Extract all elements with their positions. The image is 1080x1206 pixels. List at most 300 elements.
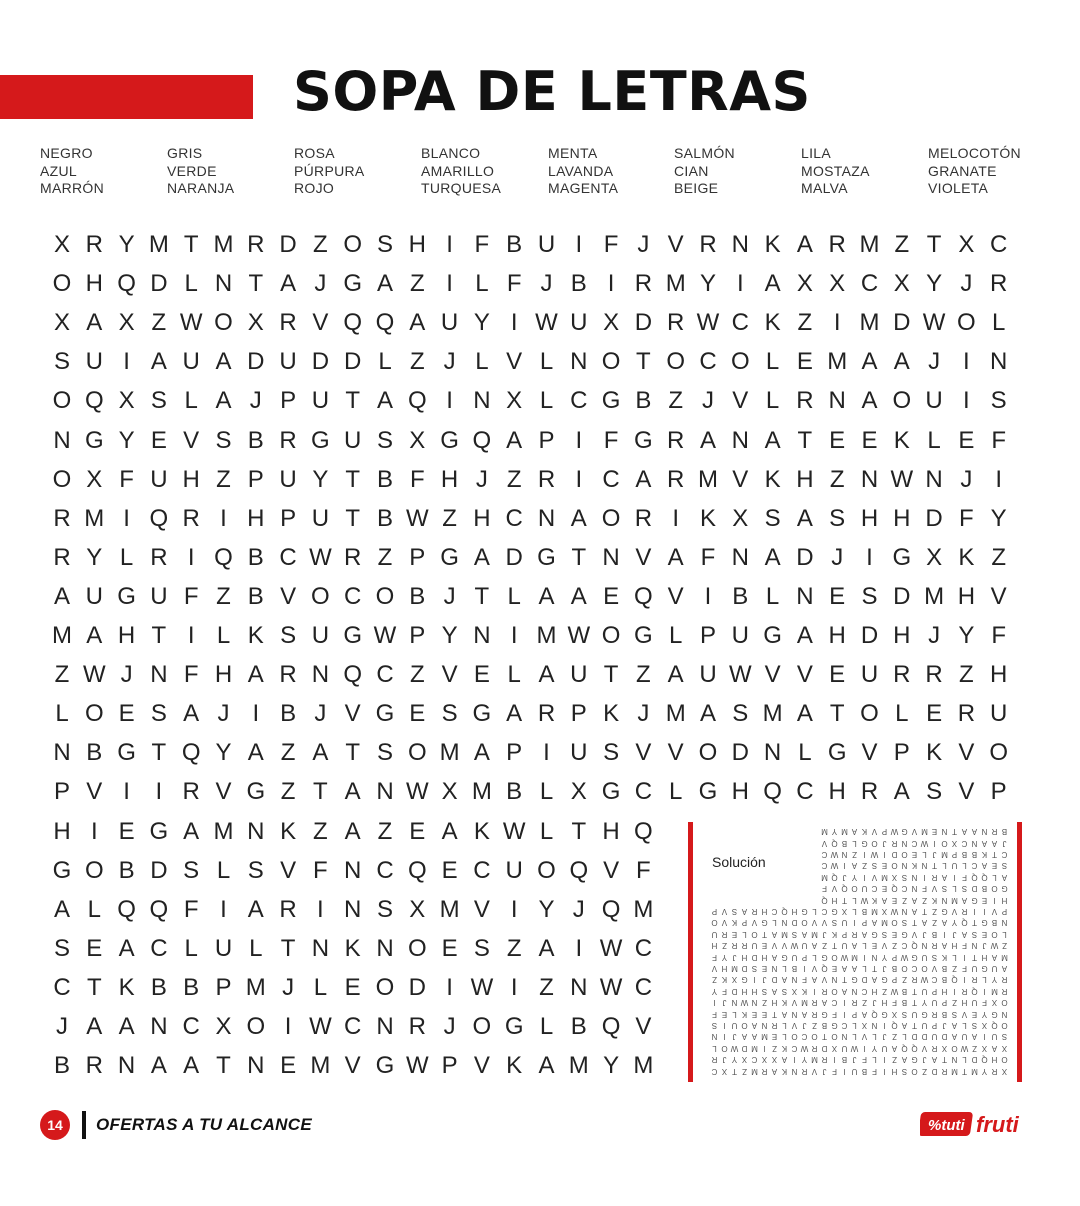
solution-letter: W xyxy=(890,907,899,916)
solution-letter: J xyxy=(722,1055,727,1065)
grid-letter: C xyxy=(990,231,1008,258)
solution-letter: V xyxy=(931,884,938,894)
grid-letter: Q xyxy=(181,739,201,767)
grid-letter: P xyxy=(409,622,426,649)
grid-letter: N xyxy=(376,934,394,962)
solution-letter: P xyxy=(741,918,748,928)
solution-letter: C xyxy=(1001,850,1008,859)
solution-letter: O xyxy=(811,1032,818,1042)
solution-letter: Z xyxy=(932,918,937,928)
grid-letter: A xyxy=(635,465,652,493)
grid-letter: L xyxy=(216,622,231,649)
solution-letter: T xyxy=(832,941,837,951)
solution-letter: S xyxy=(1001,861,1008,871)
solution-letter: Q xyxy=(781,907,788,916)
solution-letter: F xyxy=(832,1009,837,1019)
grid-letter: A xyxy=(247,895,264,923)
solution-border-right xyxy=(1017,822,1022,1082)
word-item: NEGRO xyxy=(40,145,93,161)
solution-letter: S xyxy=(901,872,908,882)
grid-letter: N xyxy=(117,1052,136,1080)
grid-letter: N xyxy=(828,387,846,415)
solution-letter: Y xyxy=(981,1009,988,1019)
grid-letter: V xyxy=(506,348,523,376)
grid-letter: G xyxy=(763,622,782,649)
solution-letter: S xyxy=(731,907,738,916)
solution-letter: Z xyxy=(862,998,867,1008)
solution-letter: J xyxy=(732,1032,737,1042)
grid-letter: L xyxy=(184,387,198,415)
solution-letter: B xyxy=(841,1055,848,1065)
solution-letter: I xyxy=(883,1055,886,1065)
solution-letter: E xyxy=(981,929,988,939)
solution-letter: R xyxy=(991,827,998,837)
grid-letter: D xyxy=(279,231,297,258)
grid-letter: M xyxy=(245,973,266,1001)
solution-letter: N xyxy=(971,941,978,951)
solution-letter: H xyxy=(871,986,878,996)
solution-letter: G xyxy=(851,975,858,985)
solution-letter: X xyxy=(981,1021,988,1030)
grid-letter: J xyxy=(56,1013,68,1040)
grid-letter: U xyxy=(505,856,523,884)
grid-letter: I xyxy=(833,309,841,337)
solution-letter: Z xyxy=(882,986,887,996)
grid-letter: E xyxy=(441,856,458,884)
solution-letter: V xyxy=(871,872,878,882)
grid-letter: G xyxy=(311,426,330,454)
word-item: MALVA xyxy=(801,180,848,196)
grid-letter: A xyxy=(796,504,813,532)
solution-letter: Q xyxy=(991,1021,998,1030)
word-item: CIAN xyxy=(674,162,709,179)
grid-letter: M xyxy=(439,895,460,923)
grid-letter: Z xyxy=(409,270,425,298)
grid-letter: V xyxy=(312,309,329,337)
solution-letter: Z xyxy=(822,941,827,951)
grid-letter: N xyxy=(731,543,749,571)
grid-letter: N xyxy=(796,582,814,610)
grid-letter: L xyxy=(216,856,231,884)
grid-letter: Y xyxy=(118,426,135,454)
grid-letter: T xyxy=(571,817,587,845)
grid-letter: N xyxy=(53,739,71,767)
grid-letter: V xyxy=(603,856,620,884)
grid-letter: V xyxy=(635,1013,652,1040)
solution-letter: O xyxy=(721,1043,728,1053)
grid-letter: S xyxy=(53,934,70,962)
grid-letter: V xyxy=(667,739,684,767)
solution-letter: S xyxy=(881,929,888,939)
solution-letter: O xyxy=(791,1032,798,1042)
solution-letter: R xyxy=(971,975,978,985)
grid-letter: S xyxy=(764,504,781,532)
grid-letter: A xyxy=(86,1013,103,1040)
grid-letter: V xyxy=(667,582,684,610)
grid-letter: J xyxy=(314,270,327,298)
word-item: MARRÓN xyxy=(40,180,105,196)
grid-letter: H xyxy=(602,817,620,845)
solution-letter: I xyxy=(843,998,846,1008)
grid-letter: A xyxy=(699,700,716,728)
solution-letter: A xyxy=(971,827,978,837)
solution-letter: Z xyxy=(892,1055,897,1065)
solution-letter: B xyxy=(941,1009,948,1019)
grid-letter: C xyxy=(376,856,394,884)
grid-letter: I xyxy=(704,582,712,610)
solution-letter: A xyxy=(781,1009,788,1019)
solution-letter: H xyxy=(981,952,988,962)
solution-letter: N xyxy=(911,872,918,882)
solution-letter: Z xyxy=(932,907,937,916)
grid-letter: Q xyxy=(343,309,363,337)
grid-letter: R xyxy=(408,1013,426,1040)
solution-letter: P xyxy=(841,929,848,939)
grid-letter: T xyxy=(345,739,361,767)
solution-letter: P xyxy=(951,850,958,859)
solution-letter: A xyxy=(971,1032,978,1042)
solution-letter: F xyxy=(982,998,987,1008)
solution-letter: J xyxy=(952,929,957,939)
grid-letter: C xyxy=(505,504,523,532)
grid-letter: A xyxy=(409,309,426,337)
grid-letter: B xyxy=(570,1013,587,1040)
solution-letter: F xyxy=(872,1066,877,1076)
grid-letter: I xyxy=(220,504,227,532)
grid-letter: W xyxy=(405,778,429,806)
solution-letter: N xyxy=(791,1066,798,1076)
solution-letter: J xyxy=(732,952,737,962)
grid-letter: N xyxy=(731,426,749,454)
solution-letter: W xyxy=(870,850,879,859)
solution-letter: Y xyxy=(981,1066,988,1076)
grid-letter: B xyxy=(409,582,426,610)
grid-letter: O xyxy=(375,582,395,610)
solution-letter: L xyxy=(952,952,957,962)
solution-letter: V xyxy=(791,1021,798,1030)
grid-letter: S xyxy=(150,387,167,415)
solution-letter: A xyxy=(961,929,968,939)
solution-letter: N xyxy=(781,918,788,928)
solution-letter: R xyxy=(1001,975,1008,985)
solution-letter: J xyxy=(922,1055,927,1065)
footer-tagline: OFERTAS A TU ALCANCE xyxy=(96,1115,312,1134)
grid-letter: N xyxy=(247,1052,265,1080)
grid-letter: I xyxy=(446,973,453,1001)
grid-letter: R xyxy=(247,231,265,258)
solution-letter: K xyxy=(781,1066,788,1076)
grid-letter: M xyxy=(665,700,686,728)
grid-letter: A xyxy=(473,543,490,571)
grid-letter: L xyxy=(55,700,69,728)
grid-letter: O xyxy=(601,504,621,532)
solution-letter: V xyxy=(751,918,758,928)
solution-letter: V xyxy=(811,1066,818,1076)
grid-letter: Y xyxy=(473,309,490,337)
solution-letter: F xyxy=(822,884,827,894)
solution-letter: U xyxy=(971,998,978,1008)
solution-letter: R xyxy=(821,1055,828,1065)
solution-letter: Q xyxy=(831,872,838,882)
grid-letter: N xyxy=(344,856,362,884)
solution-letter: T xyxy=(762,929,767,939)
grid-letter: R xyxy=(85,1052,103,1080)
solution-letter: I xyxy=(953,872,956,882)
solution-letter: T xyxy=(772,1009,777,1019)
solution-letter: I xyxy=(763,1043,766,1053)
solution-letter: E xyxy=(891,929,898,939)
solution-letter: J xyxy=(982,941,987,951)
grid-letter: O xyxy=(730,348,750,376)
solution-letter: R xyxy=(961,907,968,916)
solution-letter: T xyxy=(962,1066,967,1076)
solution-letter: X xyxy=(831,1043,838,1053)
solution-letter: D xyxy=(771,975,778,985)
solution-letter: B xyxy=(791,964,798,973)
grid-letter: J xyxy=(443,582,456,610)
grid-letter: N xyxy=(344,895,362,923)
solution-letter: I xyxy=(963,975,966,985)
solution-letter: D xyxy=(821,1043,828,1053)
solution-letter: M xyxy=(881,872,888,882)
grid-letter: I xyxy=(607,270,615,298)
solution-letter: L xyxy=(862,964,867,973)
grid-letter: R xyxy=(279,309,297,337)
solution-letter: S xyxy=(941,884,948,894)
word-item: MELOCOTÓN xyxy=(928,145,1021,161)
grid-letter: C xyxy=(473,856,491,884)
solution-letter: L xyxy=(1002,929,1007,939)
grid-letter: R xyxy=(828,231,846,258)
grid-letter: V xyxy=(958,778,975,806)
solution-letter: I xyxy=(803,964,806,973)
solution-letter: T xyxy=(972,952,977,962)
solution-letter: V xyxy=(911,827,918,837)
grid-letter: P xyxy=(990,778,1007,806)
grid-letter: I xyxy=(284,1013,292,1040)
grid-letter: M xyxy=(568,1052,589,1080)
solution-letter: M xyxy=(921,827,928,837)
svg-text:fruti: fruti xyxy=(976,1112,1019,1137)
grid-letter: I xyxy=(446,387,453,415)
solution-letter: M xyxy=(1001,952,1008,962)
grid-letter: S xyxy=(376,231,393,258)
grid-letter: U xyxy=(440,309,459,337)
grid-letter: A xyxy=(215,348,232,376)
grid-letter: M xyxy=(439,739,460,767)
solution-letter: W xyxy=(920,975,929,985)
solution-letter: A xyxy=(851,827,858,837)
grid-letter: V xyxy=(183,426,200,454)
solution-letter: U xyxy=(801,941,808,951)
grid-letter: T xyxy=(474,582,490,610)
grid-letter: V xyxy=(635,739,652,767)
grid-letter: T xyxy=(636,348,651,376)
solution-letter: E xyxy=(981,895,988,905)
grid-letter: U xyxy=(311,622,330,649)
grid-letter: A xyxy=(183,700,200,728)
solution-letter: E xyxy=(771,1032,778,1042)
solution-letter: J xyxy=(942,1021,947,1030)
solution-letter: M xyxy=(971,1066,978,1076)
grid-letter: R xyxy=(182,504,200,532)
grid-letter: V xyxy=(473,895,490,923)
solution-letter: G xyxy=(881,975,888,985)
solution-letter: K xyxy=(781,1043,788,1053)
solution-letter: O xyxy=(891,861,898,871)
grid-letter: L xyxy=(184,270,198,298)
solution-letter: A xyxy=(801,929,808,939)
solution-letter: E xyxy=(831,964,838,973)
solution-letter: R xyxy=(991,1066,998,1076)
grid-letter: F xyxy=(700,543,716,571)
grid-letter: T xyxy=(603,661,619,689)
solution-letter: Z xyxy=(1002,941,1007,951)
grid-letter: I xyxy=(123,778,130,806)
solution-letter: K xyxy=(741,1009,748,1019)
solution-letter: P xyxy=(861,918,868,928)
grid-letter: E xyxy=(473,661,490,689)
grid-letter: B xyxy=(506,231,523,258)
grid-letter: T xyxy=(216,1052,231,1080)
solution-letter: G xyxy=(941,907,948,916)
solution-letter: M xyxy=(941,850,948,859)
solution-letter: R xyxy=(771,1021,778,1030)
grid-letter: C xyxy=(860,270,879,298)
word-item: MOSTAZA xyxy=(801,162,870,179)
solution-letter: P xyxy=(851,1009,858,1019)
solution-letter: P xyxy=(891,952,898,962)
solution-letter: B xyxy=(961,850,968,859)
solution-letter: A xyxy=(931,1055,938,1065)
grid-letter: K xyxy=(764,231,781,258)
grid-letter: D xyxy=(893,582,911,610)
solution-letter: M xyxy=(951,895,958,905)
grid-letter: S xyxy=(150,700,167,728)
solution-letter: G xyxy=(981,964,988,973)
solution-letter: A xyxy=(771,952,778,962)
grid-letter: W xyxy=(728,661,752,689)
solution-letter: Q xyxy=(961,918,968,928)
solution-letter: L xyxy=(962,1021,967,1030)
solution-letter: W xyxy=(960,1043,969,1053)
solution-letter: I xyxy=(943,929,946,939)
solution-letter: Y xyxy=(881,952,888,962)
grid-letter: K xyxy=(344,934,361,962)
grid-letter: A xyxy=(280,270,297,298)
grid-letter: Y xyxy=(215,739,232,767)
grid-letter: G xyxy=(827,739,847,767)
solution-letter: U xyxy=(951,861,958,871)
grid-letter: B xyxy=(506,778,523,806)
grid-letter: K xyxy=(764,309,781,337)
solution-letter: P xyxy=(801,952,808,962)
word-item: ROSA xyxy=(294,145,335,161)
solution-letter: G xyxy=(741,975,748,985)
solution-letter: X xyxy=(741,1055,748,1065)
grid-letter: H xyxy=(828,622,846,649)
solution-letter: A xyxy=(811,975,818,985)
solution-letter: H xyxy=(961,998,968,1008)
solution-letter: B xyxy=(941,975,948,985)
grid-letter: B xyxy=(570,270,587,298)
grid-letter: O xyxy=(892,387,912,415)
solution-letter: S xyxy=(971,929,978,939)
grid-letter: I xyxy=(963,348,970,376)
grid-letter: N xyxy=(537,504,556,532)
grid-letter: A xyxy=(538,1052,555,1080)
solution-letter: L xyxy=(852,1021,857,1030)
solution-letter: N xyxy=(921,861,928,871)
solution-letter: U xyxy=(921,986,928,996)
grid-letter: I xyxy=(220,895,227,923)
solution-letter: T xyxy=(972,918,977,928)
solution-letter: A xyxy=(851,964,858,973)
solution-letter: C xyxy=(841,1021,848,1030)
solution-letter: S xyxy=(871,861,878,871)
solution-letter: Z xyxy=(762,998,767,1008)
grid-letter: E xyxy=(926,700,943,728)
grid-letter: S xyxy=(376,895,393,923)
grid-letter: E xyxy=(796,348,813,376)
solution-letter: U xyxy=(711,929,718,939)
grid-letter: U xyxy=(150,582,168,610)
grid-letter: T xyxy=(151,739,167,767)
solution-letter: A xyxy=(901,1021,908,1030)
grid-letter: I xyxy=(575,426,583,454)
solution-letter: M xyxy=(871,907,878,916)
word-item: GRANATE xyxy=(928,162,997,179)
grid-letter: N xyxy=(53,426,71,454)
grid-letter: N xyxy=(925,465,943,493)
solution-letter: X xyxy=(941,1043,948,1053)
grid-letter: A xyxy=(441,817,458,845)
solution-letter: A xyxy=(941,941,948,951)
solution-letter: D xyxy=(791,918,798,928)
solution-letter: L xyxy=(952,884,957,894)
solution-letter: R xyxy=(811,1009,818,1019)
solution-letter: T xyxy=(912,918,917,928)
grid-letter: R xyxy=(667,465,685,493)
grid-letter: N xyxy=(570,973,588,1001)
solution-letter: I xyxy=(863,872,866,882)
solution-letter: M xyxy=(811,929,818,939)
grid-letter: R xyxy=(667,309,685,337)
grid-letter: O xyxy=(472,1013,492,1040)
grid-letter: T xyxy=(86,973,102,1001)
solution-letter: V xyxy=(911,929,918,939)
grid-letter: A xyxy=(861,348,878,376)
grid-letter: W xyxy=(309,543,332,571)
grid-letter: C xyxy=(150,934,168,962)
grid-letter: D xyxy=(408,973,426,1001)
solution-letter: I xyxy=(843,1066,846,1076)
grid-letter: E xyxy=(409,700,426,728)
solution-letter: P xyxy=(711,907,718,916)
solution-letter: A xyxy=(961,895,968,905)
grid-letter: L xyxy=(475,270,489,298)
solution-letter: I xyxy=(863,850,866,859)
grid-letter: A xyxy=(506,700,523,728)
solution-letter: V xyxy=(821,975,828,985)
grid-letter: K xyxy=(506,1052,523,1080)
solution-letter: G xyxy=(1001,884,1008,894)
solution-letter: E xyxy=(871,941,878,951)
solution-letter: A xyxy=(841,986,848,996)
grid-letter: O xyxy=(407,934,427,962)
solution-letter: Z xyxy=(862,861,867,871)
solution-letter: U xyxy=(991,964,998,973)
